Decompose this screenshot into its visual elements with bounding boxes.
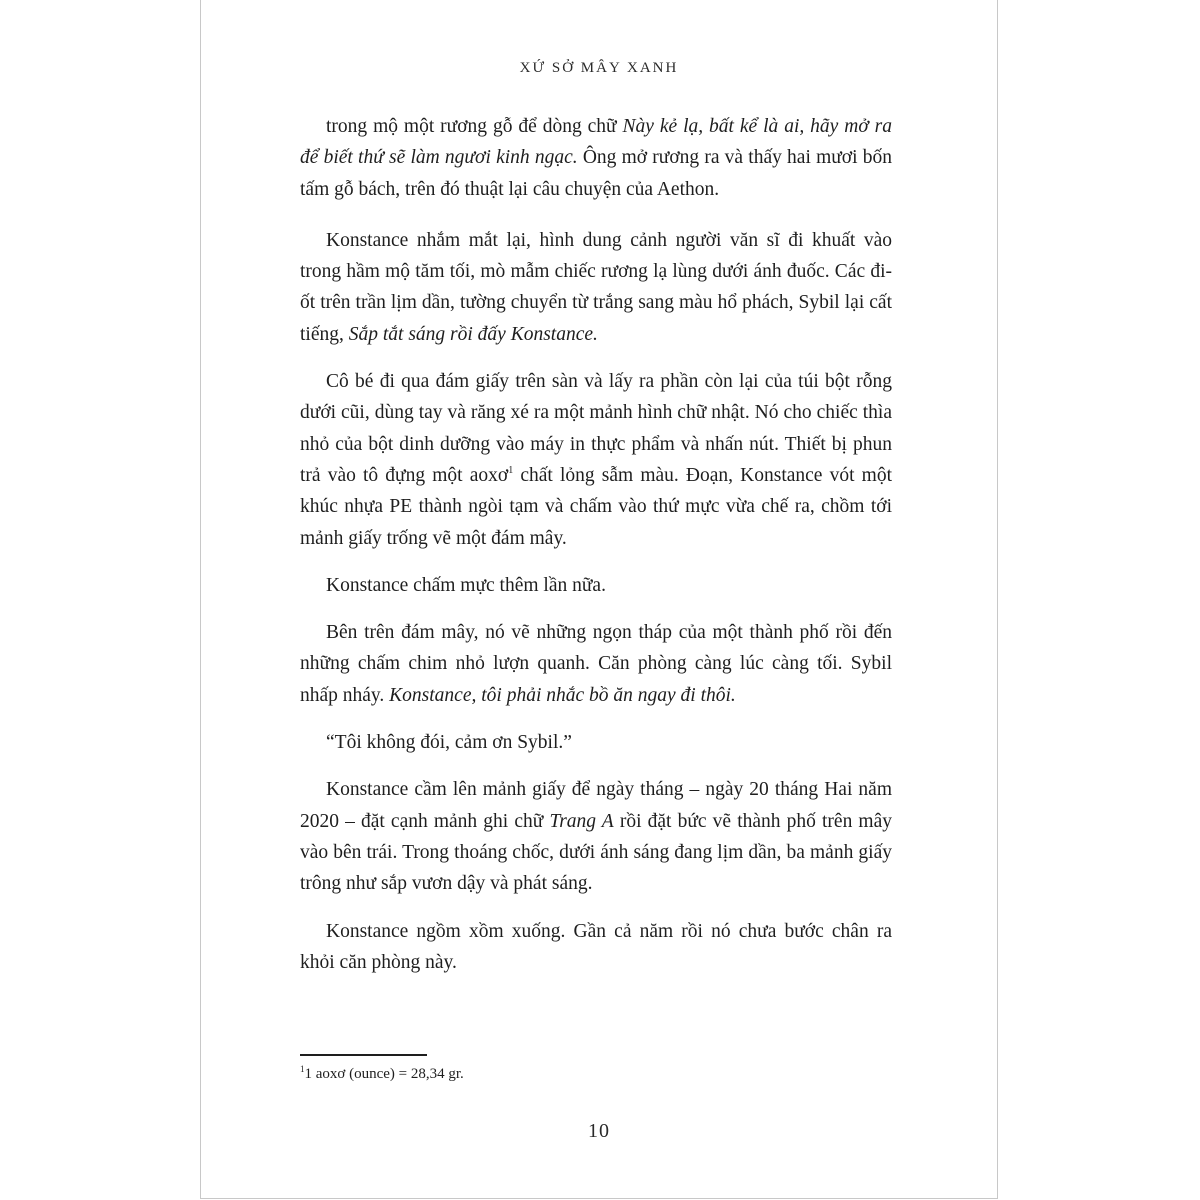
footnote xyxy=(300,1066,464,1083)
paragraph-5-italic: Konstance, tôi phải nhắc bồ ăn ngay đi thôi. xyxy=(389,684,736,706)
paragraph-7-text-b: rồi đặt bức vẽ thành phố trên mây vào bên trái. Trong thoáng chốc, dưới ánh sáng đang lịm dần, ba mảnh giấy trông như sắp vươn dậy và phát sáng. xyxy=(300,810,893,895)
paragraph-3 xyxy=(300,366,892,554)
paragraph-2-italic: Sắp tắt sáng rồi đấy Konstance. xyxy=(348,323,598,345)
paragraph-8 xyxy=(300,916,892,979)
paragraph-7-italic: Trang A xyxy=(549,810,614,832)
page-number: 10 xyxy=(588,1120,610,1142)
paragraph-4-text: Konstance chấm mực thêm lần nữa. xyxy=(326,574,606,596)
paragraph-5 xyxy=(300,617,892,711)
body-text xyxy=(300,111,892,978)
paragraph-3-text-a: Cô bé đi qua đám giấy trên sàn và lấy ra phần còn lại của túi bột rỗng dưới cũi, dùng tay và răng xé ra một mảnh hình chữ nhật. Nó cho chiếc thìa nhỏ của bột dinh dưỡng vào máy in thực phẩm và nhấn nút. Thiết bị phun trả vào tô đựng một aoxơ xyxy=(300,371,892,486)
paragraph-6-text: “Tôi không đói, cảm ơn Sybil.” xyxy=(326,732,572,754)
footnote-divider xyxy=(300,1054,427,1056)
paragraph-6 xyxy=(300,727,892,758)
paragraph-1-text-a: trong mộ một rương gỗ để dòng chữ xyxy=(326,116,623,137)
paragraph-5-text-a: Bên trên đám mây, nó vẽ những ngọn tháp của một thành phố rồi đến những chấm chim nhỏ lượn quanh. Căn phòng càng lúc càng tối. Sybil nhấp nháy. xyxy=(300,622,892,706)
paragraph-1-text-b: Ông mở rương ra và thấy hai mươi bốn tấm gỗ bách, trên đó thuật lại câu chuyện của Aethon. xyxy=(300,147,892,200)
footnote-marker: 1 xyxy=(300,1064,305,1074)
paragraph-7 xyxy=(300,774,892,899)
paragraph-2-text-a: Konstance nhắm mắt lại, hình dung cảnh người văn sĩ đi khuất vào trong hầm mộ tăm tối, mò mẫm chiếc rương lạ lùng dưới ánh đuốc. Các đi-ốt trên trần lịm dần, tường chuyển từ trắng sang màu hổ phách, Sybil lại cất tiếng, xyxy=(300,229,892,345)
footnote-reference: 1 xyxy=(508,464,514,476)
paragraph-1 xyxy=(300,111,892,205)
paragraph-3-text-b: chất lỏng sẫm màu. Đoạn, Konstance vót một khúc nhựa PE thành ngòi tạm và chấm vào thứ mực vừa chế ra, chồm tới mảnh giấy trống vẽ một đám mây. xyxy=(300,464,892,549)
paragraph-4 xyxy=(300,570,892,601)
paragraph-7-text-a: Konstance cầm lên mảnh giấy để ngày tháng – ngày 20 tháng Hai năm 2020 – đặt cạnh mảnh ghi chữ xyxy=(300,779,892,832)
paragraph-8-text: Konstance ngồm xồm xuống. Gần cả năm rồi nó chưa bước chân ra khỏi căn phòng này. xyxy=(300,920,892,973)
footnote-text: 1 aoxơ (ounce) = 28,34 gr. xyxy=(304,1066,464,1082)
paragraph-2 xyxy=(300,225,892,350)
paragraph-1-italic: Này kẻ lạ, bất kể là ai, hãy mở ra để biết thứ sẽ làm ngươi kinh ngạc. xyxy=(300,116,892,169)
book-page xyxy=(200,0,998,1199)
running-head: XỨ SỞ MÂY XANH xyxy=(519,60,679,76)
